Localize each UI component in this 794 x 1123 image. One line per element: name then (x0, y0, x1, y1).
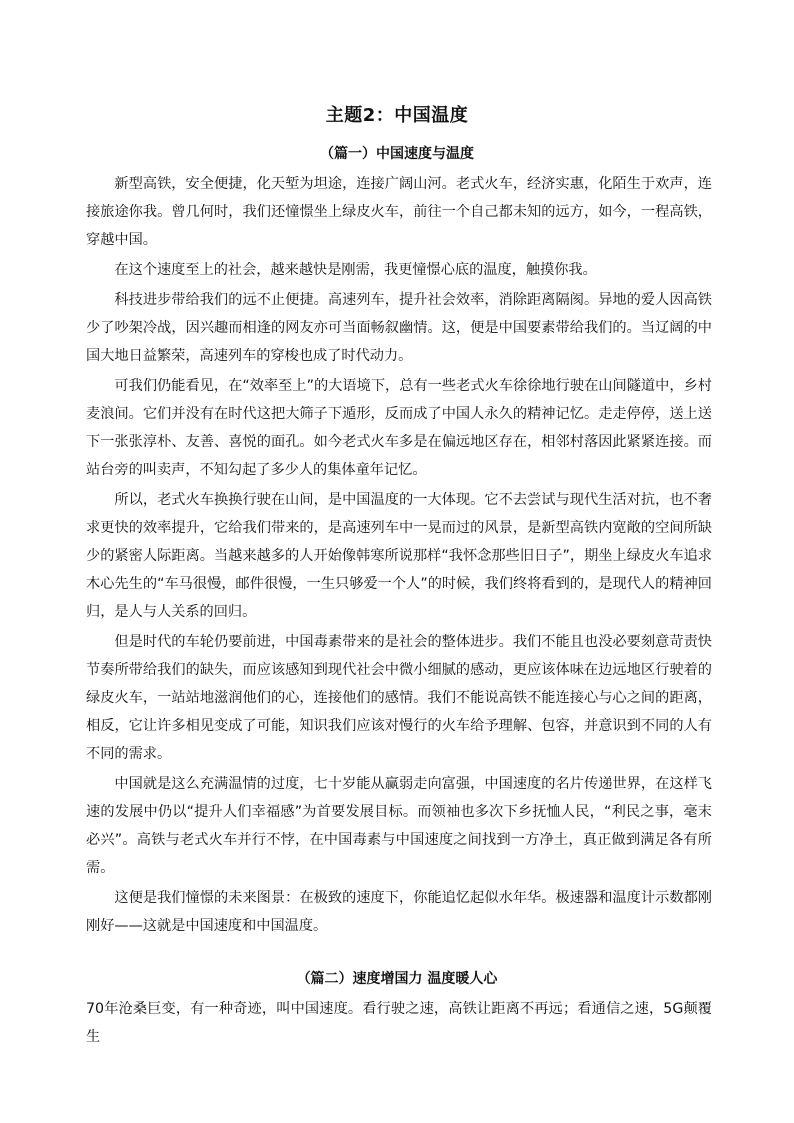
paragraph: 中国就是这么充满温情的过度，七十岁能从赢弱走向富强，中国速度的名片传递世界，在这样飞速的发展中仍以“提升人们幸福感”为首要发展目标。而领袖也多次下乡抚恤人民，“利民之事，毫末必兴”。高铁与老式火车并行不悖，在中国毒素与中国速度之间找到一方净土，真正做到满足各有所需。 (86, 776, 712, 876)
section-2-title: （篇二）速度增国力 温度暖人心 (296, 971, 498, 987)
paragraph: 这便是我们憧憬的未来图景：在极致的速度下，你能追忆起似水年华。极速器和温度计示数都刚刚好——这就是中国速度和中国温度。 (86, 890, 712, 934)
paragraph: 70年沧桑巨变，有一种奇迹，叫中国速度。看行驶之速，高铁让距离不再远；看通信之速，5G颠覆生 (86, 1001, 712, 1045)
section-1-title: （篇一）中国速度与温度 (320, 146, 474, 162)
paragraph: 可我们仍能看见，在“效率至上”的大语境下，总有一些老式火车徐徐地行驶在山间隧道中，乡村麦浪间。它们并没有在时代这把大筛子下遁形，反而成了中国人永久的精神记忆。走走停停，送上送下一张张淳朴、友善、喜悦的面孔。如今老式火车多是在偏远地区存在，相邻村落因此紧紧连接。而站台旁的叫卖声，不知勾起了多少人的集体童年记忆。 (86, 378, 712, 478)
paragraph: 科技进步带给我们的远不止便捷。高速列车，提升社会效率，消除距离隔阂。异地的爱人因高铁少了吵架冷战，因兴趣而相逢的网友亦可当面畅叙幽情。这，便是中国要素带给我们的。当辽阔的中国大地日益繁荣，高速列车的穿梭也成了时代动力。 (86, 292, 712, 364)
paragraph: 新型高铁，安全便捷，化天堑为坦途，连接广阔山河。老式火车，经济实惠，化陌生于欢声，连接旅途你我。曾几何时，我们还憧憬坐上绿皮火车，前往一个自己都未知的远方，如今，一程高铁，穿越中国。 (86, 176, 712, 248)
paragraph: 所以，老式火车换换行驶在山间，是中国温度的一大体现。它不去尝试与现代生活对抗，也不奢求更快的效率提升，它给我们带来的，是高速列车中一晃而过的风景，是新型高铁内宽敞的空间所缺少的紧密人际距离。当越来越多的人开始像韩寒所说那样“我怀念那些旧日子”，期坐上绿皮火车追求木心先生的“车马很慢，邮件很慢，一生只够爱一个人”的时候，我们终将看到的，是现代人的精神回归，是人与人关系的回归。 (86, 492, 712, 620)
paragraph: 但是时代的车轮仍要前进，中国毒素带来的是社会的整体进步。我们不能且也没必要刻意苛责快节奏所带给我们的缺失，而应该感知到现代社会中微小细腻的感动，更应该体味在边远地区行驶着的绿皮火车，一站站地滋润他们的心，连接他们的感情。我们不能说高铁不能连接心与心之间的距离，相反，它让许多相见变成了可能，知识我们应该对慢行的火车给予理解、包容，并意识到不同的人有不同的需求。 (86, 634, 712, 762)
paragraph: 在这个速度至上的社会，越来越快是刚需，我更憧憬心底的温度，触摸你我。 (114, 262, 597, 278)
section-2-body (86, 995, 712, 1051)
section-1-body (86, 170, 712, 940)
document-title: 主题2：中国温度 (325, 105, 469, 126)
